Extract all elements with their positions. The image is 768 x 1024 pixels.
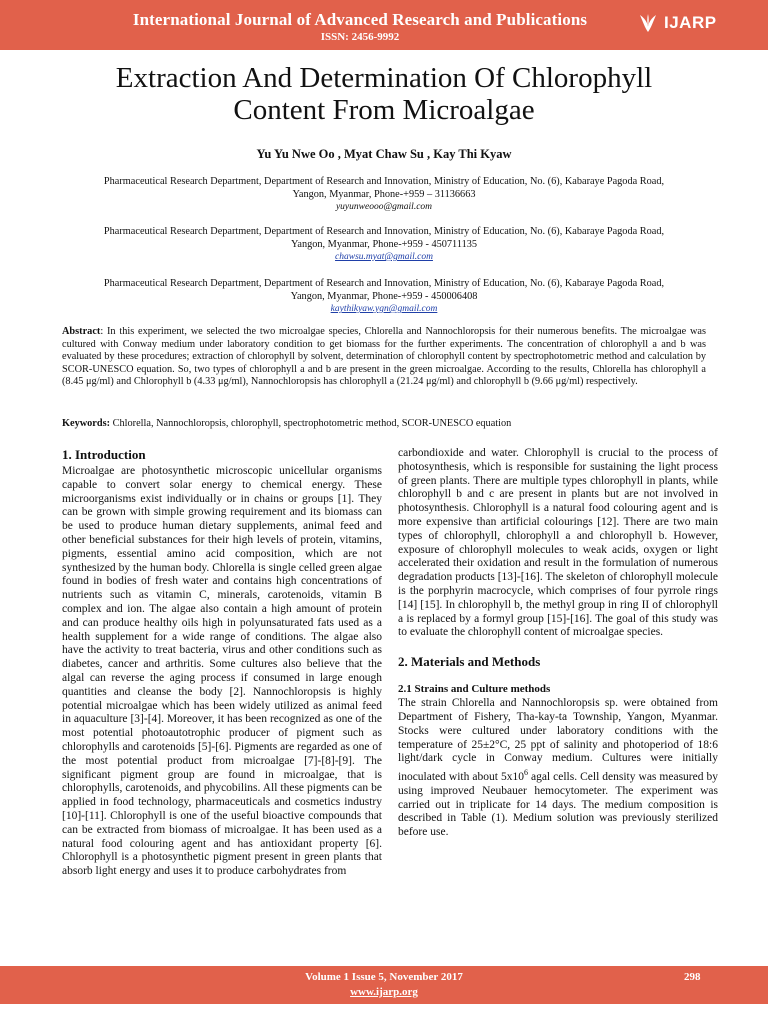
right-column	[398, 447, 718, 840]
author-email-link[interactable]: chawsu.myat@gmail.com	[335, 252, 433, 262]
introduction-paragraph: Microalgae are photosynthetic microscopic unicellular organisms capable to convert solar energy to chemical energy. These microorganisms exist individually or in chains or groups [1]. They can be grown with simple growing requirement and its biomass can be used to produce human dietary supplements, animal feed and other beneficial substances for their high levels of protein, vitamins, pigments, essential amino acid composition, which are not synthesized by the human body. Chlorella is single celled green algae found in bodies of fresh water and contains high concentrations of nutrients such as vitamin C, minerals, carotenoids, vitamin B complex and ion. The algae also contain a high amount of protein and can produce healthy oils high in polyunsaturated fats used as a health supplement for a wide range of conditions. The algae also have the activity to treat bacteria, virus and other conditions such as diabetes, cancer and arthritis. Some cultures also believe that the algal can reverse the aging process if consumed in large enough quantities and cleanse the body [2]. Nannochloropsis is highly potential microalgae which has been widely utilized as animal feed in aquaculture [3]-[4]. Moreover, it has been recognized as one of the most potential photoautotrophic producer of pigment such as chlorophylls and carotenoids [5]-[6]. Pigments are regarded as one of the most potential product from microalgae [7]-[8]-[9]. The significant pigment group are found in microalgae, that is chlorophylls, carotenoids, and phycobilins. All these pigments can be applied in food technology, pharmaceuticals and cosmetics industry [10]-[11]. Chlorophyll is one of the useful bioactive compounds that can be extracted from biomass of microalgae. It has been used as a natural food colouring agent and has antioxidant property [6]. Chlorophyll is a photosynthetic pigment present in green plants that absorb light energy and uses it to produce carbohydrates from	[62, 465, 382, 878]
author-list: Yu Yu Nwe Oo , Myat Chaw Su , Kay Thi Kyaw	[256, 147, 512, 161]
journal-footer	[0, 966, 768, 1004]
affiliation-address: Pharmaceutical Research Department, Department of Research and Innovation, Ministry of Education, No. (6), Kabaraye Pagoda Road,	[103, 278, 665, 289]
leaf-logo-icon	[637, 12, 659, 34]
keywords	[62, 418, 706, 429]
abstract-label: Abstract	[62, 326, 101, 337]
author-email[interactable]: yuyunweooo@gmail.com	[335, 202, 433, 212]
introduction-paragraph-continued: carbondioxide and water. Chlorophyll is crucial to the process of photosynthesis, which is responsible for sustaining the light process of green plants. There are multiple types chlorophyll in plants, while chlorophyll b and c are present in plants but are not involved in photosynthesis. Chlorophyll is a natural food colouring agent and is more expensive than artificial colourings [12]. There are two main types of chlorophyll, chlorophyll a and chlorophyll b. However, exposure of chlorophyll molecules to weak acids, oxygen or light accelerated their oxidation and result in the formulation of numerous degradation products [13]-[16]. The skeleton of chlorophyll molecule is the porphyrin macrocycle, which comprises of four pyrrole rings [14] [15]. In chlorophyll b, the methyl group in ring II of chlorophyll a is replaced by a formyl group [15]-[16]. The goal of this study was to evaluate the chlorophyll content of microalgae species.	[398, 447, 718, 639]
affiliation-address: Pharmaceutical Research Department, Department of Research and Innovation, Ministry of Education, No. (6), Kabaraye Pagoda Road,	[103, 226, 665, 237]
website-link[interactable]: www.ijarp.org	[350, 986, 418, 998]
affiliation-address: Pharmaceutical Research Department, Department of Research and Innovation, Ministry of Education, No. (6), Kabaraye Pagoda Road,	[103, 176, 665, 187]
paper-title-line-1: Extraction And Determination Of Chlorophyll	[115, 62, 653, 94]
affiliation-city-phone: Yangon, Myanmar, Phone-+959 - 450711135	[290, 238, 478, 250]
section-heading-materials-methods: 2. Materials and Methods	[398, 654, 541, 670]
abstract-text: : In this experiment, we selected the two microalgae species, Chlorella and Nannochloropsis for their numerous benefits. The microalgae was cultured with Conway medium under laboratory condition to get biomass for the further experiments. The concentration of chlorophyll a and b was evaluated by these procedures; extraction of chlorophyll by solvent, determination of chlorophyll content by spectrophotometric method and calculation by SCOR-UNESCO equation. So, two types of chlorophyll a and b are present in the green microalgae. According to the results, Chlorella has chlorophyll a (8.45 μg/ml) and Chlorophyll b (4.33 μg/ml), Nannochloropsis has chlorophyll a (21.24 μg/ml) and chlorophyll b (9.66 μg/ml) respectively.	[62, 326, 706, 388]
journal-issn: ISSN: 2456-9992	[320, 31, 400, 43]
affiliation-1	[60, 176, 708, 214]
affiliation-2	[60, 226, 708, 264]
journal-header	[0, 0, 768, 50]
journal-logo	[637, 12, 717, 34]
paper-title-line-2: Content From Microalgae	[233, 94, 535, 126]
affiliation-city-phone: Yangon, Myanmar, Phone-+959 – 31136663	[292, 188, 476, 200]
keywords-label: Keywords:	[62, 418, 111, 429]
left-column	[62, 447, 382, 879]
journal-title: International Journal of Advanced Research and Publications	[132, 10, 588, 29]
affiliation-city-phone: Yangon, Myanmar, Phone-+959 - 450006408	[290, 290, 478, 302]
volume-issue: Volume 1 Issue 5, November 2017	[305, 971, 463, 983]
page-number: 298	[684, 971, 701, 983]
subsection-heading-strains: 2.1 Strains and Culture methods	[398, 683, 551, 696]
keywords-text: Chlorella, Nannochloropsis, chlorophyll, spectrophotometric method, SCOR-UNESCO equation	[110, 418, 512, 429]
author-email-link[interactable]: kaythikyaw.ygn@gmail.com	[330, 304, 438, 314]
logo-text: IJARP	[664, 13, 717, 32]
affiliation-3	[60, 278, 708, 316]
strains-paragraph: The strain Chlorella and Nannochloropsis sp. were obtained from Department of Fishery, Tha-kay-ta Township, Yangon, Myanmar. Stocks were cultured under laboratory conditions with the temperature of 25±2°C, 25 ppt of salinity and photoperiod of 18:6 light/dark cycle in Conway medium. Cultures were initially inoculated with about $5x10^6$ agal cells. Cell density was measured by using improved Neubauer hemocytometer. The experiment was carried out in triplicate for 14 days. The medium composition is described in Table (1). Medium solution was previously sterilized before use.	[398, 697, 718, 839]
section-heading-introduction: 1. Introduction	[62, 447, 146, 462]
abstract	[62, 326, 706, 389]
paper-title	[40, 62, 728, 126]
